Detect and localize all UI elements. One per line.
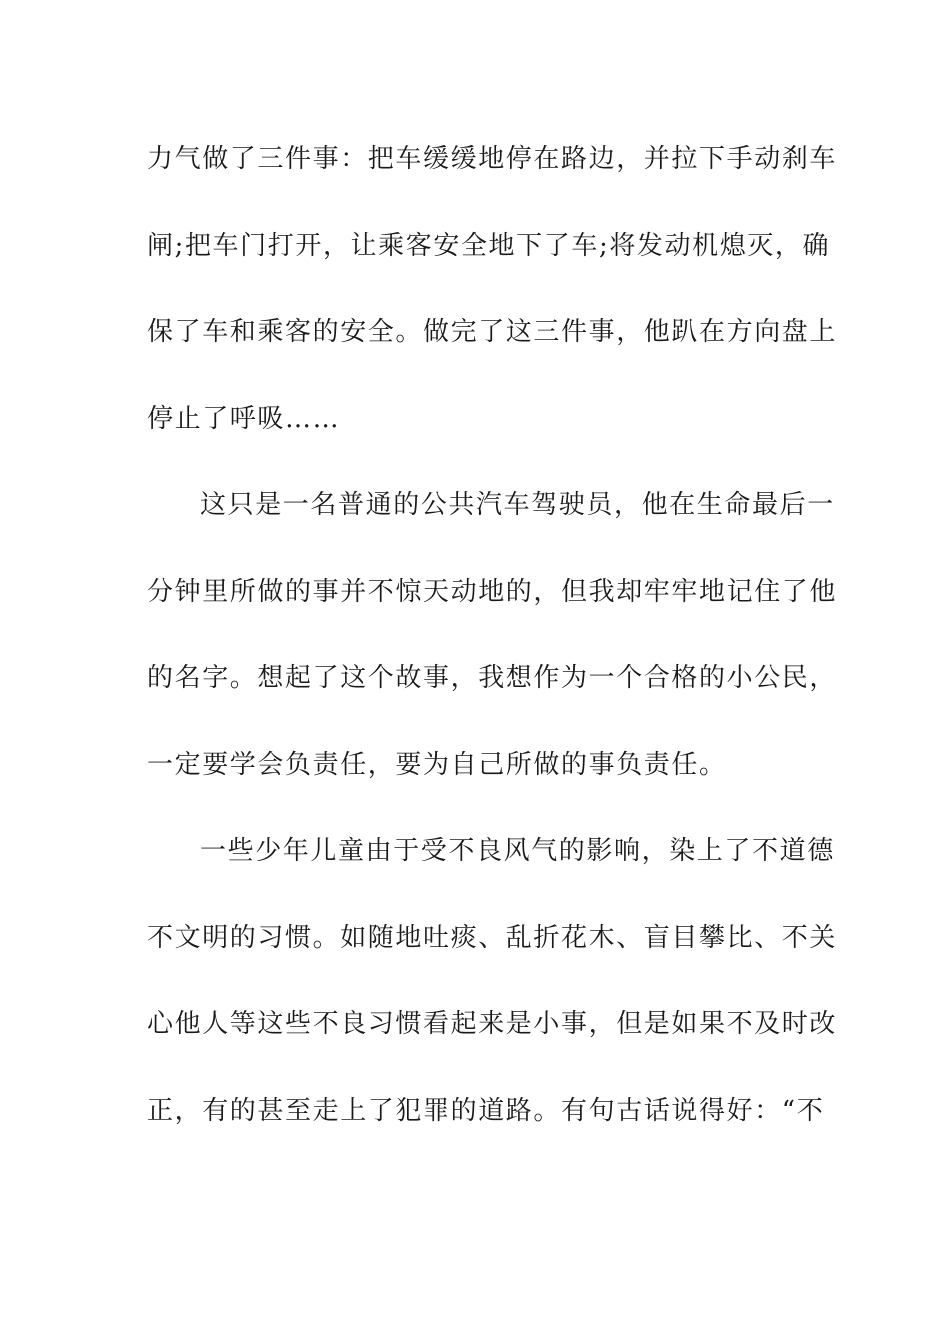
text-line: 不文明的习惯。如随地吐痰、乱折花木、盲目攀比、不关 [147, 922, 838, 953]
text-line: 的名字。想起了这个故事，我想作为一个合格的小公民， [147, 663, 838, 693]
body-text [147, 130, 838, 1168]
paragraph-start-line: 这只是一名普通的公共汽车驾驶员，他在生命最后一 [200, 490, 835, 520]
text-line: 心他人等这些不良习惯看起来是小事，但是如果不及时改 [147, 1009, 838, 1039]
text-line: 保了车和乘客的安全。做完了这三件事，他趴在方向盘上 [147, 317, 838, 347]
text-line: 停止了呼吸…… [147, 403, 341, 434]
text-line: 正，有的甚至走上了犯罪的道路。有句古话说得好：“不 [147, 1095, 825, 1126]
text-line: 闸;把车门打开，让乘客安全地下了车;将发动机熄灭，确 [147, 230, 831, 261]
text-line: 一定要学会负责任，要为自己所做的事负责任。 [147, 749, 727, 780]
paragraph-start-line: 一些少年儿童由于受不良风气的影响，染上了不道德 [200, 836, 835, 866]
text-line: 力气做了三件事：把车缓缓地停在路边，并拉下手动刹车 [147, 144, 838, 174]
text-line: 分钟里所做的事并不惊天动地的，但我却牢牢地记住了他 [147, 576, 838, 607]
